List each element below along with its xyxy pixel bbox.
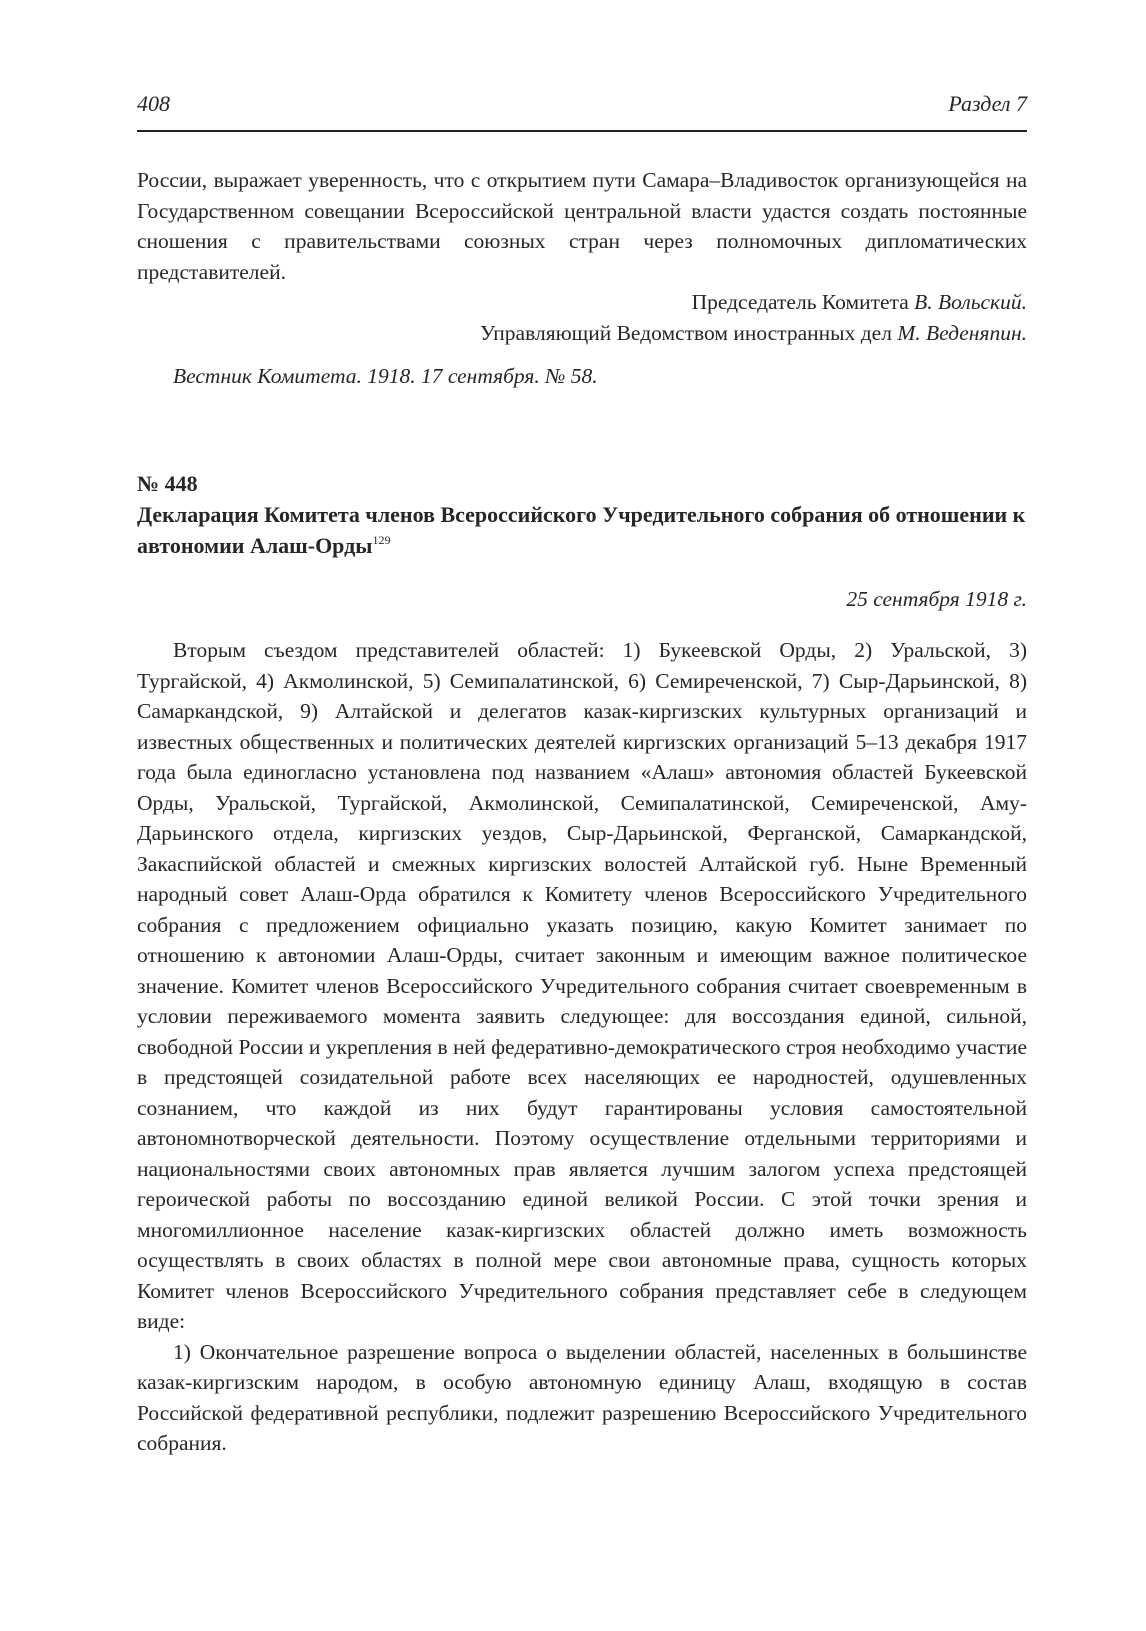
body-paragraph-item: 1) Окончательное разрешение вопроса о выделении областей, населенных в большинстве казак-киргизским народом, в особую автономную единицу Алаш, входящую в состав Российской федеративной республики, подлежит разрешению Всероссийского Учредительного собрания.: [137, 1339, 1027, 1455]
document-number: № 448: [137, 471, 198, 496]
document-page: [137, 90, 1027, 1459]
signature-role: Управляющий Ведомством иностранных дел: [479, 321, 892, 345]
page-number: 408: [137, 91, 170, 116]
document-date: 25 сентября 1918 г.: [846, 587, 1027, 611]
signature-line: [137, 287, 1027, 318]
previous-document-text: России, выражает уверенность, что с открытием пути Самара–Владивосток организующейся на Государственном совещании Всероссийской центральной власти удастся создать постоянные сношения с правительствами союзных стран через полномочных дипломатических представителей.: [137, 168, 1027, 284]
document-title: [137, 499, 1027, 561]
section-title: Раздел 7: [948, 91, 1027, 116]
signatures: [137, 287, 1027, 349]
document-title-text: Декларация Комитета членов Всероссийского Учредительного собрания об отношении к автономии Алаш-Орды: [137, 502, 1026, 558]
signature-role: Председатель Комитета: [691, 290, 909, 314]
footnote-reference: 129: [372, 533, 391, 547]
signature-line: [137, 318, 1027, 349]
running-header: [137, 90, 1027, 132]
signature-name: В. Вольский.: [914, 290, 1027, 314]
body-paragraph: Вторым съездом представителей областей: 1) Букеевской Орды, 2) Уральской, 3) Тургайской, 4) Акмолинской, 5) Семипалатинской, 6) Семиреченской, 7) Сыр-Дарьинской, 8) Самаркандской, 9) Алтайской и делегатов казак-киргизских культурных организаций и известных общественных и политических деятелей киргизских организаций 5–13 декабря 1917 года была единогласно установлена под названием «Алаш» автономия областей Букеевской Орды, Уральской, Тургайской, Акмолинской, Семипалатинской, Семиреченской, Аму-Дарьинского отдела, киргизских уездов, Сыр-Дарьинской, Ферганской, Самаркандской, Закаспийской областей и смежных киргизских волостей Алтайской губ. Ныне Временный народный совет Алаш-Орда обратился к Комитету членов Всероссийского Учредительного собрания с предложением официально указать позицию, какую Комитет занимает по отношению к автономии Алаш-Орды, считает законным и имеющим важное политическое значение. Комитет членов Всероссийского Учредительного собрания считает своевременным в условии переживаемого момента заявить следующее: для воссоздания единой, сильной, свободной России и укрепления в ней федеративно-демократического строя необходимо участие в предстоящей созидательной работе всех населяющих ее народностей, одушевленных сознанием, что каждой из них будут гарантированы условия самостоятельной автономнотворческой деятельности. Поэтому осуществление отдельными территориями и национальностями своих автономных прав является лучшим залогом успеха предстоящей героической работы по воссозданию единой великой России. С этой точки зрения и многомиллионное население казак-киргизских областей должно иметь возможность осуществлять в своих областях в полной мере свои автономные права, сущность которых Комитет членов Всероссийского Учредительного собрания представляет себе в следующем виде:: [137, 638, 1027, 1333]
signature-name: М. Веденяпин.: [897, 321, 1027, 345]
source-citation: Вестник Комитета. 1918. 17 сентября. № 58.: [173, 364, 598, 388]
